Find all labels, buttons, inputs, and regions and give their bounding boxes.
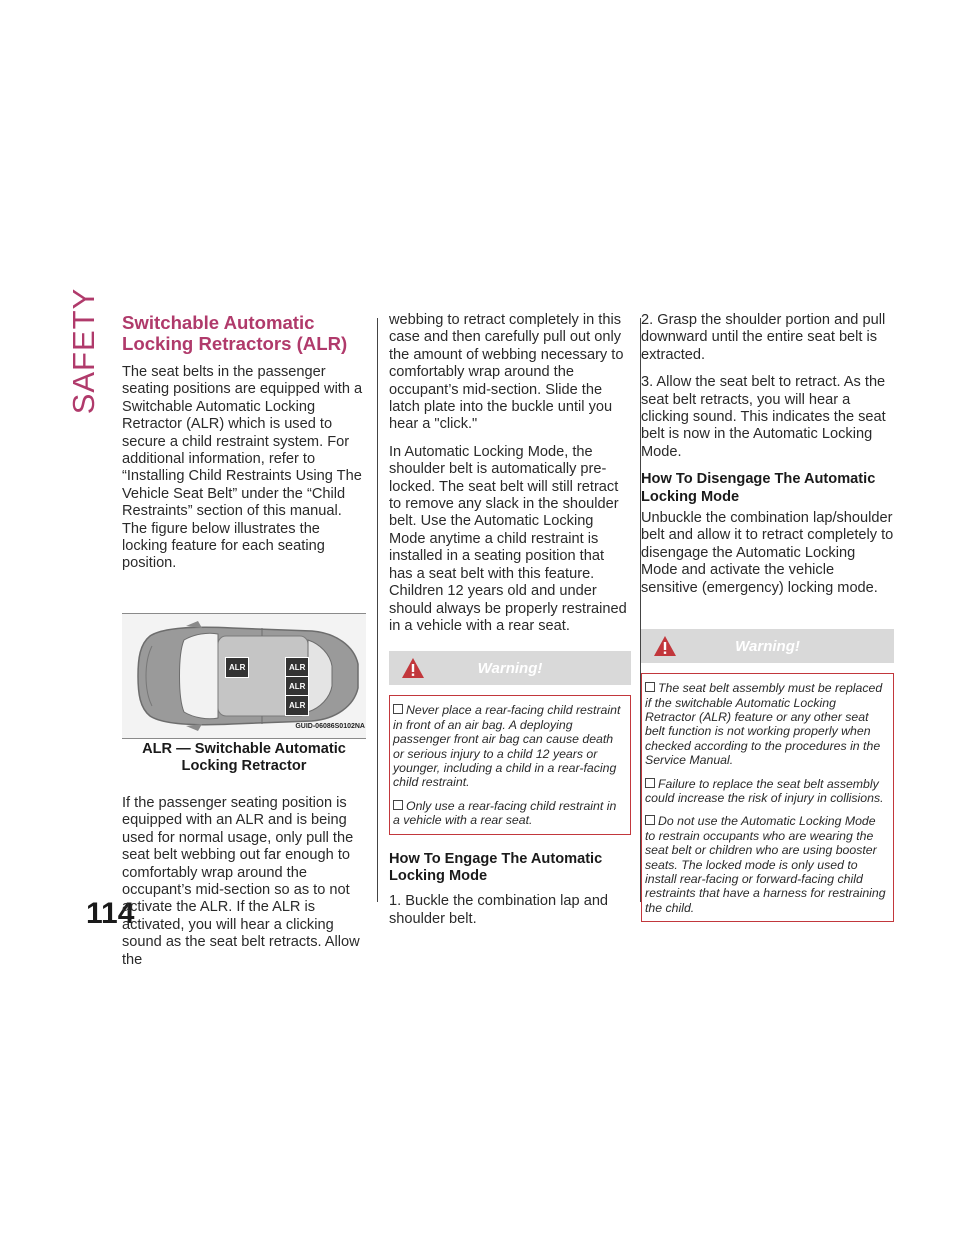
warning-item: Never place a rear-facing child restraint in front of an air bag. A deploying passenger front air bag can cause death or serious injury to a child 12 years or younger, including a child in a rear-facing child restraint. bbox=[393, 703, 621, 790]
alr-badge: ALR bbox=[285, 695, 309, 716]
engage-step-3: 3. Allow the seat belt to retract. As the seat belt retracts, you will hear a clicking sound. This indicates the seat belt is now in the Automatic Locking Mode. bbox=[641, 374, 886, 460]
figure-code: GUID-06086S0102NA bbox=[295, 723, 365, 731]
checkbox-bullet-icon bbox=[645, 682, 655, 692]
warning-box bbox=[641, 673, 894, 922]
engage-heading: How To Engage The Automatic Locking Mode bbox=[389, 850, 603, 884]
alr-badge: ALR bbox=[285, 657, 309, 678]
disengage-heading: How To Disengage The Automatic Locking Mode bbox=[641, 471, 876, 505]
section-heading: Switchable Automatic Locking Retractors (ALR) bbox=[122, 312, 348, 354]
warning-item: Only use a rear-facing child restraint in a vehicle with a rear seat. bbox=[393, 798, 617, 828]
alr-badge: ALR bbox=[285, 676, 309, 697]
checkbox-bullet-icon bbox=[393, 704, 403, 714]
engage-step-1: 1. Buckle the combination lap and shoulder belt. bbox=[389, 893, 609, 927]
warning-header bbox=[389, 651, 631, 685]
intro-paragraph: The seat belts in the passenger seating positions are equipped with a Switchable Automatic Locking Retractor (ALR) which is used to secure a child restraint system. For additional information, refer to “Installing Child Restraints Using The Vehicle Seat Belt” under the “Child Restraints” section of this manual. The figure below illustrates the locking feature for each seating position. bbox=[122, 364, 363, 572]
warning-box bbox=[389, 695, 631, 834]
checkbox-bullet-icon bbox=[393, 800, 403, 810]
column-1 bbox=[122, 312, 366, 979]
alr-usage-paragraph: If the passenger seating position is equipped with an ALR and is being used for normal usage, only pull the seat belt webbing out far enough to comfortably wrap around the occupant’s mid-section so as to not activate the ALR. If the ALR is activated, you will hear a clicking sound as the seat belt retracts. Allow the bbox=[122, 794, 360, 968]
alr-badge: ALR bbox=[225, 657, 249, 678]
locking-mode-paragraph: In Automatic Locking Mode, the shoulder belt is automatically pre-locked. The seat belt will still retract to remove any slack in the shoulder belt. Use the Automatic Locking Mode anytime a child restraint is installed in a seating position that has a seat belt with this feature. Children 12 years old and under should always be properly restrained in a vehicle with a rear seat. bbox=[389, 443, 627, 634]
column-2 bbox=[389, 312, 631, 938]
page-number: 114 bbox=[86, 897, 135, 930]
continued-paragraph: webbing to retract completely in this case and then carefully pull out only the amount of webbing necessary to comfortably wrap around the occupant’s mid-section. Slide the latch plate into the buckle until you hear a "click." bbox=[389, 312, 624, 433]
warning-item: The seat belt assembly must be replaced if the switchable Automatic Locking Retractor (ALR) feature or any other seat belt function is not working properly when checked according to the procedures in the Service Manual. bbox=[645, 681, 883, 768]
section-tab bbox=[66, 287, 102, 415]
warning-header bbox=[641, 629, 894, 663]
disengage-paragraph: Unbuckle the combination lap/shoulder belt and allow it to retract completely to disengage the Automatic Locking Mode and activate the vehicle sensitive (emergency) locking mode. bbox=[641, 510, 894, 596]
warning-item: Failure to replace the seat belt assembly could increase the risk of injury in collisions. bbox=[645, 776, 884, 805]
column-divider bbox=[377, 318, 378, 902]
engage-step-2: 2. Grasp the shoulder portion and pull downward until the entire seat belt is extracted. bbox=[641, 312, 886, 363]
warning-item: Do not use the Automatic Locking Mode to restrain occupants who are wearing the seat belt or children who are using booster seats. The locked mode is only used to install rear-facing or forward-facing child restraints that have a harness for restraining the child. bbox=[645, 814, 886, 915]
figure-caption: ALR — Switchable Automatic Locking Retractor bbox=[142, 740, 346, 774]
section-label: SAFETY bbox=[66, 287, 101, 415]
checkbox-bullet-icon bbox=[645, 778, 655, 788]
column-3 bbox=[641, 312, 894, 938]
checkbox-bullet-icon bbox=[645, 815, 655, 825]
warning-title: Warning! bbox=[735, 638, 800, 656]
warning-title: Warning! bbox=[477, 660, 543, 678]
car-figure bbox=[122, 613, 366, 739]
